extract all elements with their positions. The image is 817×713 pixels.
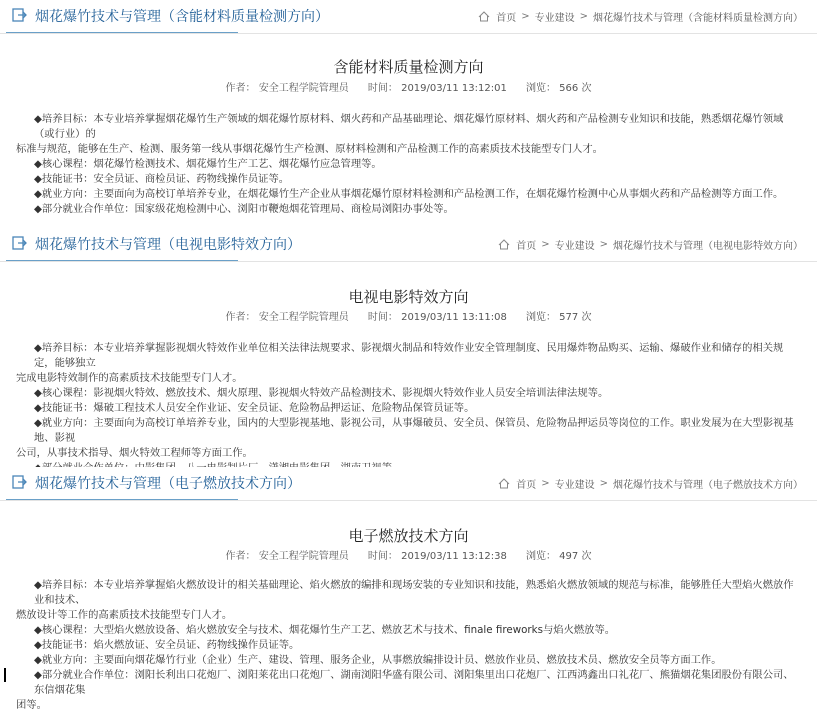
- header-divider: [0, 500, 817, 501]
- breadcrumb: [498, 476, 803, 491]
- section-3: [0, 467, 817, 711]
- paragraph: ◆技能证书：爆破工程技术人员安全作业证、安全员证、危险物品押运证、危险物品保管员证等。: [34, 402, 475, 414]
- breadcrumb: [478, 9, 803, 24]
- header-divider: [0, 261, 817, 262]
- text-cursor: [4, 668, 6, 682]
- section-header: [0, 0, 817, 34]
- paragraph: ◆部分就业合作单位：浏阳长利出口花炮厂、浏阳莱花出口花炮厂、湖南浏阳华盛有限公司、浏阳集里出口花炮厂、江西鸿鑫出口礼花厂、熊猫烟花集团股份有限公司、东信烟花集: [34, 669, 794, 696]
- article-views: 浏览： 497 次: [526, 551, 592, 562]
- section-header-title: 烟花爆竹技术与管理（电子燃放技术方向）: [35, 476, 301, 492]
- article-title: 电子燃放技术方向: [348, 527, 469, 545]
- paragraph: ◆技能证书：焰火燃放证、安全员证、药物线操作员证等。: [34, 639, 300, 651]
- breadcrumb-separator: >: [541, 478, 550, 489]
- breadcrumb-program-link[interactable]: 专业建设: [554, 241, 595, 252]
- article-views: 浏览： 577 次: [526, 312, 592, 323]
- paragraph: 标准与规范，能够在生产、检测、服务第一线从事烟花爆竹生产检测、原材料检测和产品检测工作的高素质技术技能型专门人才。: [16, 143, 603, 155]
- paragraph: 燃放设计等工作的高素质技术技能型专门人才。: [16, 609, 233, 621]
- article-author: 作者： 安全工程学院管理员: [225, 312, 349, 323]
- section-header-title: 烟花爆竹技术与管理（电视电影特效方向）: [35, 237, 301, 253]
- paragraph: 团等。: [16, 699, 47, 711]
- paragraph: ◆就业方向：主要面向为高校订单培养专业，在烟花爆竹生产企业从事烟花爆竹原材料检测和产品检测工作，在烟花爆竹检测中心从事烟火药和产品检测等方面工作。: [34, 188, 784, 200]
- article-meta: [0, 79, 817, 94]
- breadcrumb-separator: >: [579, 11, 588, 22]
- breadcrumb-current[interactable]: 烟花爆竹技术与管理（电子燃放技术方向）: [613, 480, 803, 491]
- section-header-title: 烟花爆竹技术与管理（含能材料质量检测方向）: [35, 9, 329, 25]
- article-icon: [12, 475, 28, 489]
- breadcrumb-home-link[interactable]: 首页: [516, 241, 537, 252]
- breadcrumb-separator: >: [599, 478, 608, 489]
- paragraph: ◆培养目标：本专业培养掌握烟花爆竹生产领域的烟花爆竹原材料、烟火药和产品基础理论、烟花爆竹原材料、烟火药和产品检测专业知识和技能，熟悉烟花爆竹领域（或行业）的: [34, 113, 784, 140]
- paragraph: ◆技能证书：安全员证、商检员证、药物线操作员证等。: [34, 173, 290, 185]
- breadcrumb-home-link[interactable]: 首页: [496, 13, 517, 24]
- article-meta: [0, 547, 817, 562]
- section-1: [0, 0, 817, 225]
- header-divider: [0, 33, 817, 34]
- home-icon[interactable]: [498, 478, 510, 489]
- paragraph: ◆就业方向：主要面向为高校订单培养专业，国内的大型影视基地、影视公司，从事爆破员、安全员、保管员、危险物品押运员等岗位的工作。职业发展为在大型影视基地、影视: [34, 417, 794, 444]
- paragraph: ◆核心课程：影视烟火特效、燃放技术、烟火原理、影视烟火特效产品检测技术、影视烟火特效作业人员安全培训法律法规等。: [34, 387, 609, 399]
- paragraph: ◆核心课程：烟花爆竹检测技术、烟花爆竹生产工艺、烟花爆竹应急管理等。: [34, 158, 382, 170]
- article-title: 含能材料质量检测方向: [333, 58, 484, 76]
- article-body: [16, 112, 803, 217]
- article-time: 时间： 2019/03/11 13:12:38: [367, 551, 507, 562]
- article-time: 时间： 2019/03/11 13:11:08: [367, 312, 507, 323]
- breadcrumb-separator: >: [521, 11, 530, 22]
- paragraph: ◆就业方向：主要面向烟花爆竹行业（企业）生产、建设、管理、服务企业，从事燃放编排设计员、燃放作业员、燃放技术员、燃放安全员等方面工作。: [34, 654, 722, 666]
- article-author: 作者： 安全工程学院管理员: [225, 83, 349, 94]
- section-header: [0, 467, 817, 501]
- article-body: [16, 341, 803, 476]
- breadcrumb-home-link[interactable]: 首页: [516, 480, 537, 491]
- paragraph: 公司，从事技术指导、烟火特效工程师等方面工作。: [16, 447, 253, 459]
- paragraph: ◆培养目标：本专业培养掌握焰火燃放设计的相关基础理论、焰火燃放的编排和现场安装的专业知识和技能，熟悉焰火燃放领域的规范与标准，能够胜任大型焰火燃放作业和技术、: [34, 579, 794, 606]
- paragraph: ◆培养目标：本专业培养掌握影视烟火特效作业单位相关法律法规要求、影视烟火制品和特效作业安全管理制度、民用爆炸物品购买、运输、爆破作业和储存的相关规定，能够独立: [34, 342, 784, 369]
- article-icon: [12, 8, 28, 22]
- home-icon[interactable]: [478, 11, 490, 22]
- breadcrumb-separator: >: [599, 239, 608, 250]
- breadcrumb: [498, 237, 803, 252]
- breadcrumb-current[interactable]: 烟花爆竹技术与管理（电视电影特效方向）: [613, 241, 803, 252]
- paragraph: 完成电影特效制作的高素质技术技能型专门人才。: [16, 372, 243, 384]
- section-header: [0, 228, 817, 262]
- article-body: [16, 578, 803, 713]
- article-time: 时间： 2019/03/11 13:12:01: [367, 83, 507, 94]
- breadcrumb-separator: >: [541, 239, 550, 250]
- article-meta: [0, 308, 817, 323]
- article-author: 作者： 安全工程学院管理员: [225, 551, 349, 562]
- article-icon: [12, 236, 28, 250]
- home-icon[interactable]: [498, 239, 510, 250]
- breadcrumb-program-link[interactable]: 专业建设: [534, 13, 575, 24]
- article-views: 浏览： 566 次: [526, 83, 592, 94]
- paragraph: ◆核心课程：大型焰火燃放设备、焰火燃放安全与技术、烟花爆竹生产工艺、燃放艺术与技术、finale fireworks与焰火燃放等。: [34, 624, 616, 636]
- breadcrumb-program-link[interactable]: 专业建设: [554, 480, 595, 491]
- breadcrumb-current[interactable]: 烟花爆竹技术与管理（含能材料质量检测方向）: [593, 13, 803, 24]
- section-2: [0, 228, 817, 464]
- paragraph: ◆部分就业合作单位：国家级花炮检测中心、浏阳市鞭炮烟花管理局、商检局浏阳办事处等。: [34, 203, 454, 215]
- article-title: 电视电影特效方向: [348, 288, 469, 306]
